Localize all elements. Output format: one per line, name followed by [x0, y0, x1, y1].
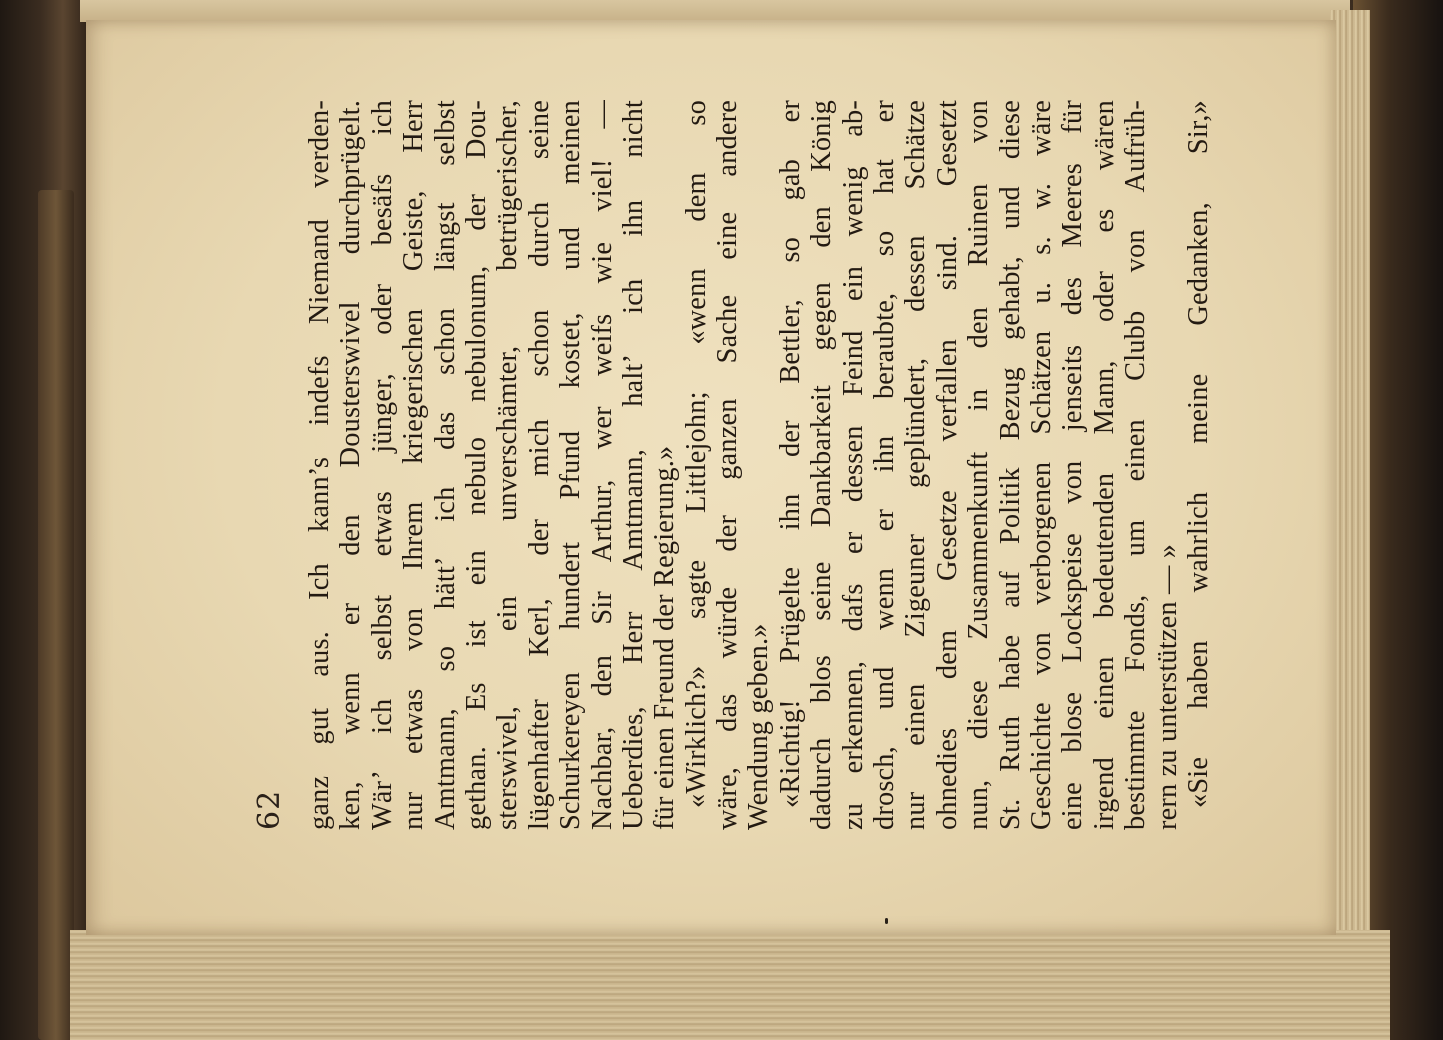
text-block-inner — [246, 100, 1306, 830]
book-page — [86, 20, 1336, 935]
text-line: Geschichte von verborgenen Schätzen u. s. w. wäre — [1025, 100, 1057, 830]
text-line: irgend einen bedeutenden Mann, oder es wären — [1088, 100, 1120, 830]
text-line: Wendung geben.» — [743, 623, 775, 830]
text-line: «Wirklich?» sagte Littlejohn; «wenn dem so — [680, 100, 712, 808]
text-line: nur etwas von Ihrem kriegerischen Geiste, Herr — [398, 100, 430, 830]
text-line: lügenhafter Kerl, der mich schon durch seine — [523, 100, 555, 830]
text-line: ken, wenn er den Dousterswivel durchprügelt. — [335, 100, 367, 830]
book-spine — [0, 0, 90, 1040]
rotated-text-block — [246, 100, 1306, 830]
text-line: St. Ruth habe auf Politik Bezug gehabt, und diese — [994, 100, 1026, 830]
text-line: Nachbar, den Sir Arthur, wer weifs wie viel! — — [586, 100, 618, 830]
text-line: ganz gut aus. Ich kann’s indefs Niemand verden- — [304, 100, 335, 830]
text-line: Schurkereyen hundert Pfund kostet, und meinen — [555, 100, 587, 830]
text-line: nun, diese Zusammenkunft in den Ruinen von — [963, 100, 995, 830]
text-line: nur einen Zigeuner geplündert, dessen Schätze — [900, 100, 932, 830]
text-line: bestimmte Fonds, um einen Clubb von Aufrüh- — [1120, 100, 1152, 830]
text-line: gethan. Es ist ein nebulo nebulonum, der Dou- — [460, 100, 492, 830]
page-stack-bottom — [70, 930, 1390, 1040]
text-line: Wär’ ich selbst etwas jünger, oder besäfs ich — [366, 100, 398, 830]
text-line: drosch, und wenn er ihn beraubte, so hat er — [869, 100, 901, 830]
text-line: Ueberdies, Herr Amtmann, halt’ ich ihn nicht — [617, 100, 649, 830]
text-line: für einen Freund der Regierung.» — [649, 445, 681, 830]
text-line: «Richtig! Prügelte ihn der Bettler, so gab er — [774, 100, 806, 808]
text-line: ohnedies dem Gesetze verfallen sind. Gesetzt — [931, 100, 963, 830]
ink-speck — [885, 918, 888, 924]
text-line: zu erkennen, dafs er dessen Feind ein wenig ab- — [837, 100, 869, 830]
text-line: sterswivel, ein unverschämter, betrügerischer, — [492, 100, 524, 830]
text-lines — [304, 100, 1214, 830]
page-top-edge — [80, 0, 1350, 22]
text-line: wäre, das würde der ganzen Sache eine andere — [712, 100, 744, 830]
text-line: dadurch blos seine Dankbarkeit gegen den König — [806, 100, 838, 830]
text-line: eine blose Lockspeise von jenseits des Meeres für — [1057, 100, 1089, 830]
text-line: rern zu unterstützen — » — [1151, 543, 1183, 830]
page-number: 62 — [252, 789, 287, 830]
text-line: Amtmann, so hätt’ ich das schon längst selbst — [429, 100, 461, 830]
text-line: «Sie haben wahrlich meine Gedanken, Sir,» — [1182, 100, 1214, 808]
spine-band — [38, 190, 74, 1040]
page-stack-right — [1330, 10, 1370, 1010]
text-frame — [246, 100, 1306, 830]
